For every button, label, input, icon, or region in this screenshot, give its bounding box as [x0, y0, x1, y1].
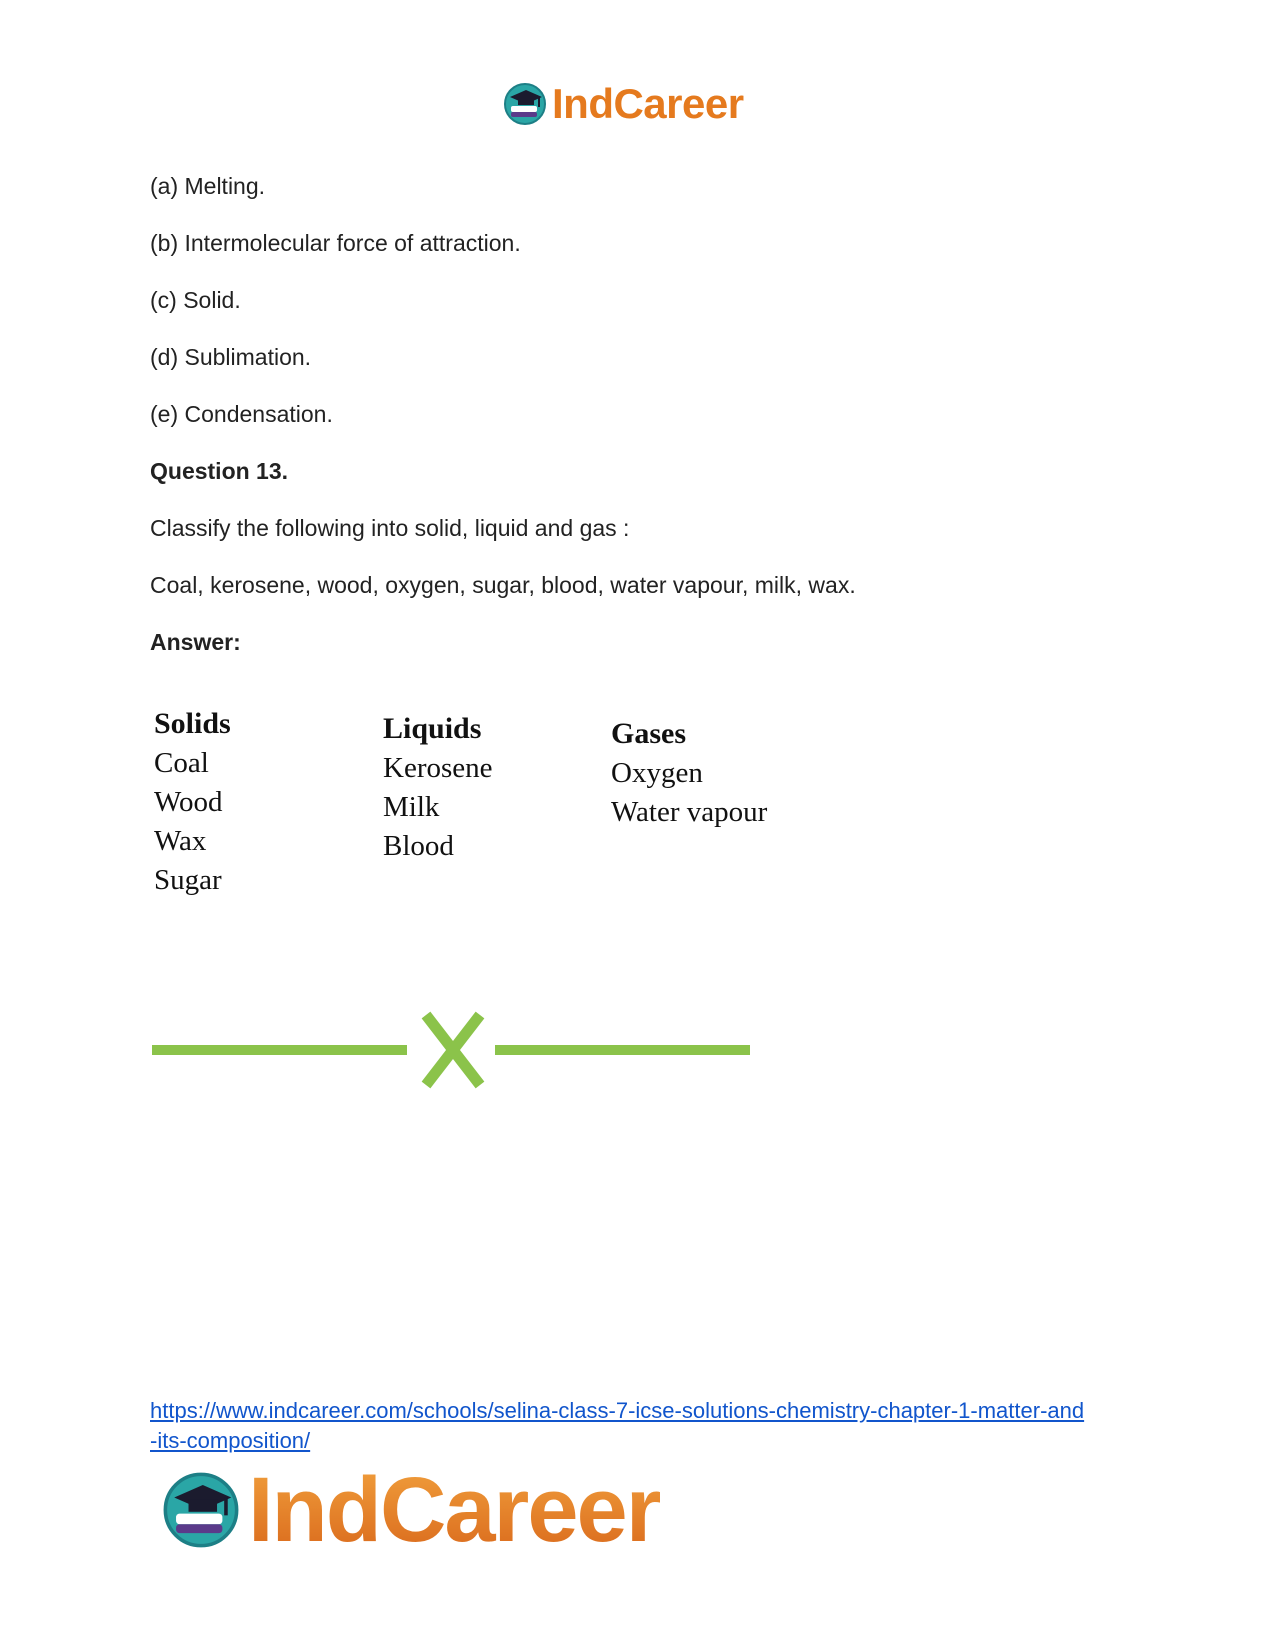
brand-name: IndCareer	[552, 80, 744, 127]
source-url-link[interactable]	[150, 1396, 1130, 1456]
column-header-gases: Gases	[611, 717, 686, 750]
graduation-cap-book-icon	[160, 1469, 242, 1551]
header-logo	[502, 80, 744, 128]
solid-item: Sugar	[154, 864, 222, 896]
column-liquids	[383, 709, 493, 866]
footer-logo	[160, 1458, 660, 1561]
column-solids	[154, 704, 231, 900]
liquid-item: Blood	[383, 830, 454, 862]
liquid-item: Kerosene	[383, 752, 493, 784]
solid-item: Coal	[154, 747, 209, 779]
answer-c: (c) Solid.	[150, 287, 241, 313]
answer-d: (d) Sublimation.	[150, 344, 312, 370]
section-divider	[150, 1010, 760, 1090]
answer-label: Answer:	[150, 629, 241, 655]
classification-table	[150, 707, 810, 912]
x-mark-icon	[426, 1015, 480, 1085]
question-items: Coal, kerosene, wood, oxygen, sugar, blood, water vapour, milk, wax.	[150, 572, 856, 598]
graduation-cap-book-icon	[502, 81, 548, 127]
answer-a: (a) Melting.	[150, 173, 266, 199]
liquid-item: Milk	[383, 791, 440, 823]
solid-item: Wood	[154, 786, 223, 818]
question-prompt: Classify the following into solid, liquid and gas :	[150, 515, 630, 541]
source-url-line-1[interactable]: https://www.indcareer.com/schools/selina-class-7-icse-solutions-chemistry-chapter-1-matter-and	[150, 1398, 1085, 1423]
column-gases	[611, 714, 767, 832]
column-header-solids: Solids	[154, 707, 231, 740]
column-header-liquids: Liquids	[383, 712, 482, 745]
gas-item: Water vapour	[611, 796, 768, 828]
question-title: Question 13.	[150, 458, 289, 484]
source-url-line-2[interactable]: -its-composition/	[150, 1428, 311, 1453]
gas-item: Oxygen	[611, 757, 703, 789]
answer-b: (b) Intermolecular force of attraction.	[150, 230, 521, 256]
brand-name: IndCareer	[248, 1458, 660, 1561]
answer-e: (e) Condensation.	[150, 401, 333, 427]
solid-item: Wax	[154, 825, 207, 857]
